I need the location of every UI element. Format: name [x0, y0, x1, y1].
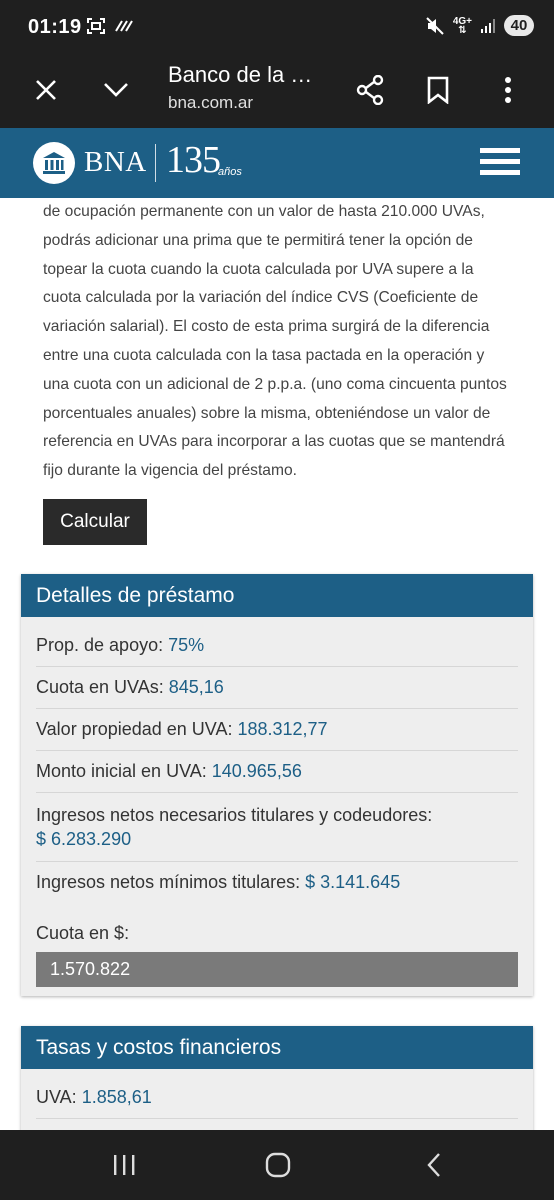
detail-value: 140.965,56 — [211, 761, 302, 781]
detail-label: Cuota en UVAs: — [36, 677, 169, 697]
detail-value: $ 6.283.290 — [36, 829, 132, 849]
mute-icon — [425, 16, 445, 36]
menu-bar — [480, 148, 520, 153]
rate-label: UVA: — [36, 1087, 82, 1107]
more-options-button[interactable] — [486, 68, 530, 112]
menu-bar — [480, 159, 520, 164]
loan-description: de ocupación permanente con un valor de hasta 210.000 UVAs, podrás adicionar una prima que te permitirá tener la opción de topear la cuota cuando la cuota calculada por UVA supere a la cuota calculada por la variación del índice CVS (Coeficiente de variación salarial). El costo de esta prima surgirá de la diferencia entre una cuota calculada con la tasa pactada en la operación y una cuota con un adicional de 2 p.p.a. (uno coma cincuenta puntos porcentuales anuales) sobre la misma, obteniéndose un valor de referencia en UVAs para incorporar a las cuotas que se mantendrá fijo durante la vigencia del préstamo. — [43, 203, 507, 480]
detail-value: $ 3.141.645 — [305, 872, 401, 892]
page-title: Banco de la … — [168, 62, 313, 87]
signal-icon — [480, 18, 496, 34]
menu-bar — [480, 170, 520, 175]
menu-button[interactable] — [480, 148, 520, 178]
share-button[interactable] — [348, 68, 392, 112]
loan-details-title: Detalles de préstamo — [21, 574, 533, 617]
status-right — [425, 15, 534, 36]
data-saver-icon — [114, 19, 134, 33]
network-type: 4G+ ⇅ — [452, 15, 472, 36]
detail-row — [36, 751, 518, 793]
rates-title: Tasas y costos financieros — [21, 1026, 533, 1069]
detail-row — [36, 667, 518, 709]
battery-indicator: 40 — [504, 15, 534, 36]
site-header — [0, 128, 554, 198]
bookmark-button[interactable] — [416, 68, 460, 112]
detail-value: 75% — [168, 635, 205, 655]
page-url: bna.com.ar — [168, 93, 254, 112]
detail-label: Ingresos netos necesarios titulares y codeudores: — [36, 805, 433, 825]
back-icon — [426, 1152, 442, 1178]
recent-apps-button[interactable] — [104, 1150, 144, 1180]
status-time: 01:19 — [28, 16, 82, 38]
cuota-label: Cuota en $: — [36, 923, 130, 943]
detail-row — [36, 625, 518, 667]
home-button[interactable] — [258, 1150, 298, 1180]
system-nav-bar — [0, 1130, 554, 1200]
anniversary-logo: 135 — [166, 139, 220, 181]
header-divider — [155, 144, 156, 182]
chevron-down-icon — [103, 82, 129, 98]
bna-logo[interactable] — [33, 142, 75, 184]
detail-label: Ingresos netos mínimos titulares: — [36, 872, 306, 892]
minimize-button[interactable] — [94, 68, 138, 112]
detail-row — [36, 709, 518, 751]
close-tab-button[interactable] — [24, 68, 68, 112]
loan-details-panel — [21, 574, 533, 996]
detail-label: Monto inicial en UVA: — [36, 761, 212, 781]
detail-row — [36, 862, 518, 903]
home-icon — [265, 1152, 291, 1178]
anniversary-suffix: años — [218, 166, 242, 178]
rates-panel — [21, 1026, 533, 1136]
status-bar — [0, 0, 554, 52]
screenshot-icon — [86, 17, 106, 35]
detail-row — [36, 793, 518, 862]
cuota-value: 1.570.822 — [36, 952, 518, 987]
close-icon — [35, 79, 57, 101]
share-icon — [356, 75, 384, 105]
detail-label: Prop. de apoyo: — [36, 635, 169, 655]
more-vert-icon — [504, 76, 512, 104]
back-button[interactable] — [414, 1150, 454, 1180]
detail-value: 188.312,77 — [237, 719, 328, 739]
detail-label: Valor propiedad en UVA: — [36, 719, 238, 739]
calculate-button[interactable]: Calcular — [43, 499, 147, 545]
bank-building-icon — [41, 150, 67, 176]
rate-row — [36, 1077, 518, 1119]
status-left-icons — [86, 17, 134, 35]
bookmark-icon — [427, 76, 449, 104]
rate-value: 1.858,61 — [81, 1087, 152, 1107]
browser-toolbar — [0, 52, 554, 128]
recent-apps-icon — [112, 1154, 136, 1176]
detail-value: 845,16 — [168, 677, 224, 697]
brand-name: BNA — [84, 146, 147, 178]
